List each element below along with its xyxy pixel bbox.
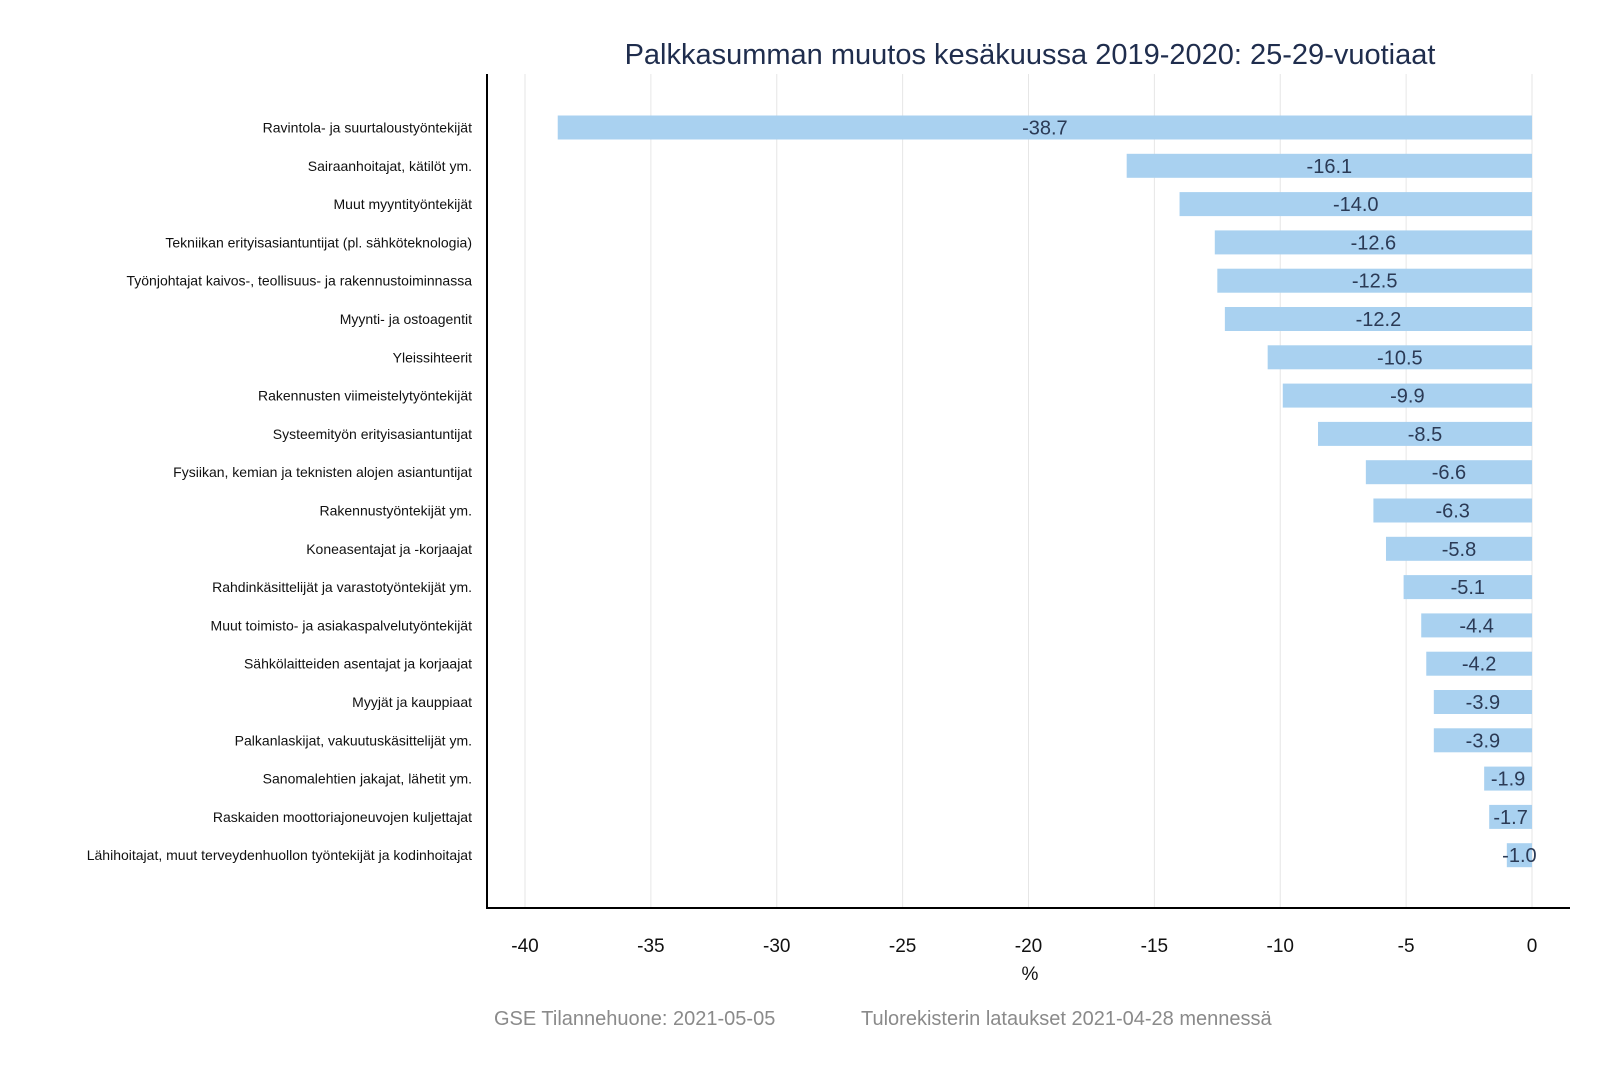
category-label: Työnjohtajat kaivos-, teollisuus- ja rakennustoiminnassa	[126, 272, 472, 289]
category-label: Sähkölaitteiden asentajat ja korjaajat	[243, 655, 472, 672]
category-label: Tekniikan erityisasiantuntijat (pl. sähköteknologia)	[165, 234, 472, 251]
x-tick-label: -40	[511, 936, 539, 957]
category-label: Koneasentajat ja -korjaajat	[306, 540, 472, 557]
footer-source: GSE Tilannehuone: 2021-05-05	[494, 1008, 776, 1030]
category-label: Sairaanhoitajat, kätilöt ym.	[307, 157, 472, 174]
footer-note: Tulorekisterin lataukset 2021-04-28 mennessä	[861, 1008, 1272, 1030]
x-axis-ticks	[511, 936, 1537, 957]
bar-value-label: -12.6	[1350, 232, 1397, 255]
category-labels	[87, 118, 1537, 868]
category-label: Systeemityön erityisasiantuntijat	[272, 425, 472, 442]
bar-value-label: -6.6	[1431, 462, 1467, 485]
category-label: Rakennusten viimeistelytyöntekijät	[258, 387, 472, 404]
bar-value-label: -12.2	[1355, 309, 1402, 331]
bar-value-label: -1.0	[1502, 845, 1537, 868]
bar-value-label: -10.5	[1377, 347, 1423, 370]
category-label: Muut toimisto- ja asiakaspalvelutyöntekijät	[210, 617, 472, 634]
category-label: Rakennustyöntekijät ym.	[319, 502, 472, 519]
bar-value-label: -1.9	[1490, 768, 1526, 791]
bar-value-label: -4.2	[1461, 653, 1497, 676]
x-tick-label: 0	[1526, 936, 1538, 957]
chart-title: Palkkasumman muutos kesäkuussa 2019-2020: 25-29-vuotiaat	[624, 39, 1436, 71]
bar-value-label: -3.9	[1465, 730, 1501, 753]
bars	[558, 116, 1532, 868]
category-label: Fysiikan, kemian ja teknisten alojen asiantuntijat	[173, 464, 472, 481]
bar-value-label: -5.1	[1450, 577, 1486, 600]
category-label: Muut myyntityöntekijät	[333, 196, 472, 213]
x-tick-label: -20	[1014, 936, 1043, 957]
x-tick-label: -30	[763, 936, 791, 957]
bar-value-label: -5.8	[1441, 538, 1477, 561]
category-label: Ravintola- ja suurtaloustyöntekijät	[262, 119, 472, 136]
x-tick-label: -35	[637, 936, 665, 957]
x-tick-label: -25	[888, 936, 917, 957]
bar-value-label: -14.0	[1332, 194, 1379, 217]
x-tick-label: -5	[1397, 936, 1415, 957]
category-label: Yleissihteerit	[392, 349, 472, 366]
x-tick-label: -10	[1266, 936, 1294, 957]
x-axis-title: %	[1021, 964, 1039, 985]
category-label: Palkanlaskijat, vakuutuskäsittelijät ym.	[234, 732, 472, 749]
bar-value-label: -3.9	[1465, 692, 1501, 714]
bar-value-label: -12.5	[1351, 270, 1398, 293]
category-label: Myyjät ja kauppiaat	[352, 694, 472, 710]
category-label: Rahdinkäsittelijät ja varastotyöntekijät ym.	[212, 579, 472, 596]
category-label: Raskaiden moottoriajoneuvojen kuljettajat	[212, 808, 472, 825]
x-tick-label: -15	[1140, 936, 1169, 957]
bar-value-label: -4.4	[1459, 615, 1494, 638]
category-label: Lähihoitajat, muut terveydenhuollon työntekijät ja kodinhoitajat	[86, 847, 472, 864]
bar-value-label: -9.9	[1390, 385, 1425, 408]
bar-value-label: -6.3	[1435, 500, 1470, 523]
bar-value-label: -1.7	[1493, 806, 1528, 829]
bar-value-label: -8.5	[1407, 423, 1443, 446]
category-label: Sanomalehtien jakajat, lähetit ym.	[262, 770, 472, 787]
category-label: Myynti- ja ostoagentit	[339, 311, 472, 327]
bar-value-label: -16.1	[1306, 155, 1353, 178]
bar-value-label: -38.7	[1022, 117, 1068, 140]
